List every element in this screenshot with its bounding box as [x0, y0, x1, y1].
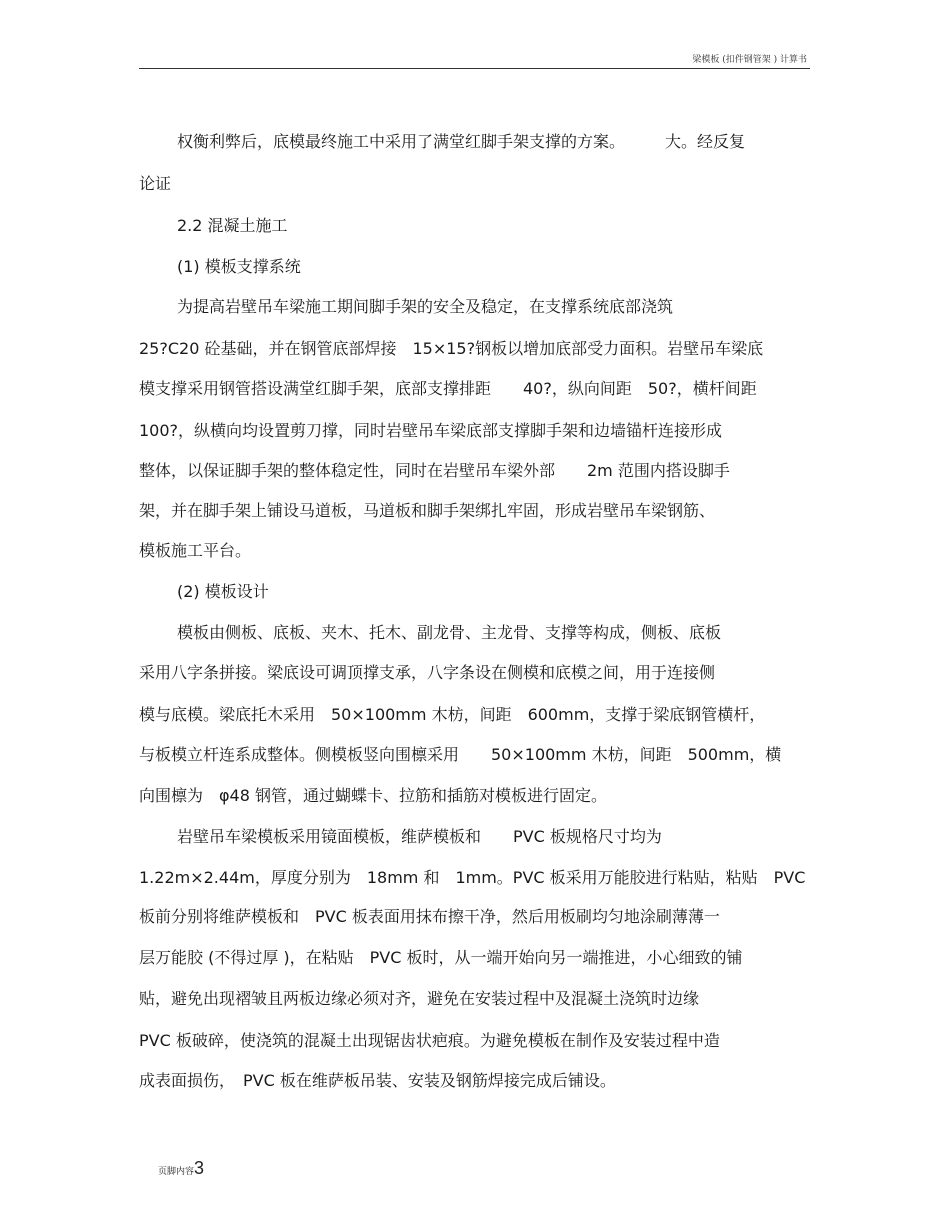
paragraph-line: 采用八字条拼接。梁底设可调顶撑支承，八字条设在侧模和底模之间，用于连接侧: [139, 663, 716, 682]
page-number: 3: [194, 1158, 205, 1178]
paragraph-line: 板前分别将维萨模板和 PVC 板表面用抹布擦干净，然后用板刷均匀地涂刷薄薄一: [139, 907, 720, 926]
paragraph-line: 层万能胶 (不得过厚 )，在粘贴 PVC 板时，从一端开始向另一端推进，小心细致的铺: [139, 948, 743, 967]
paragraph-line: 权衡利弊后，底模最终施工中采用了满堂红脚手架支撑的方案。 大。经反复: [177, 132, 746, 151]
section-heading: 2.2 混凝土施工: [177, 216, 288, 235]
paragraph-line: 25?C20 砼基础，并在钢管底部焊接 15×15?钢板以增加底部受力面积。岩壁吊车梁底: [139, 339, 764, 358]
header-divider: [139, 68, 810, 69]
paragraph-line: 与板模立杆连系成整体。侧模板竖向围檩采用 50×100mm 木枋，间距 500mm，横: [139, 745, 782, 764]
paragraph-line: 1.22m×2.44m，厚度分别为 18mm 和 1mm。PVC 板采用万能胶进行粘贴，粘贴 PVC: [139, 868, 806, 887]
paragraph-line: 整体，以保证脚手架的整体稳定性，同时在岩壁吊车梁外部 2m 范围内搭设脚手: [139, 461, 730, 480]
paragraph-line: 岩壁吊车梁模板采用镜面模板，维萨模板和 PVC 板规格尺寸均为: [177, 827, 662, 846]
subsection-heading: (2) 模板设计: [177, 582, 269, 601]
page-header-title: 梁模板 (扣件钢管架 ) 计算书: [692, 55, 807, 65]
paragraph-line: 模与底模。梁底托木采用 50×100mm 木枋，间距 600mm，支撑于梁底钢管横杆，: [139, 705, 766, 724]
paragraph-line: 模支撑采用钢管搭设满堂红脚手架，底部支撑排距 40?，纵向间距 50?，横杆间距: [139, 379, 757, 398]
paragraph-line: 论证: [139, 174, 172, 193]
paragraph-line: 成表面损伤， PVC 板在维萨板吊装、安装及钢筋焊接完成后铺设。: [139, 1071, 616, 1090]
paragraph-line: 贴，避免出现褶皱且两板边缘必须对齐，避免在安装过程中及混凝土浇筑时边缘: [139, 989, 700, 1008]
page-footer: [158, 1158, 204, 1179]
subsection-heading: (1) 模板支撑系统: [177, 257, 301, 276]
paragraph-line: PVC 板破碎，使浇筑的混凝土出现锯齿状疤痕。为避免模板在制作及安装过程中造: [139, 1031, 720, 1050]
paragraph-line: 向围檩为 φ48 钢管，通过蝴蝶卡、拉筋和插筋对模板进行固定。: [139, 786, 608, 805]
paragraph-line: 架，并在脚手架上铺设马道板，马道板和脚手架绑扎牢固，形成岩壁吊车梁钢筋、: [139, 501, 716, 520]
paragraph-line: 100?，纵横向均设置剪刀撑，同时岩壁吊车梁底部支撑脚手架和边墙锚杆连接形成: [139, 421, 723, 440]
paragraph-line: 为提高岩壁吊车梁施工期间脚手架的安全及稳定，在支撑系统底部浇筑: [177, 297, 674, 316]
paragraph-line: 模板由侧板、底板、夹木、托木、副龙骨、主龙骨、支撑等构成，侧板、底板: [177, 623, 722, 642]
paragraph-line: 模板施工平台。: [139, 541, 252, 560]
footer-label: 页脚内容: [158, 1167, 195, 1177]
